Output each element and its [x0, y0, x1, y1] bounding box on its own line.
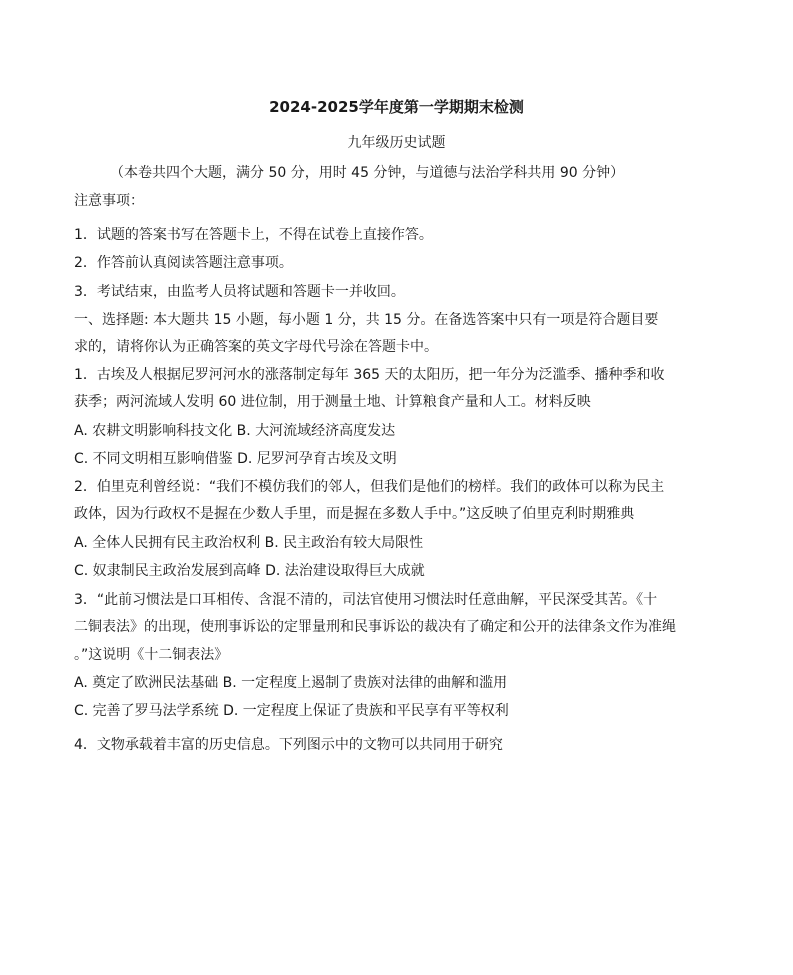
question-3-stem: 二铜表法》的出现，使刑事诉讼的定罪量刑和民事诉讼的裁决有了确定和公开的法律条文作为准绳	[74, 619, 676, 635]
section-heading-cont: 求的，请将你认为正确答案的英文字母代号涂在答题卡中。	[74, 339, 438, 355]
question-1-options: A. 农耕文明影响科技文化 B. 大河流域经济高度发达	[74, 423, 396, 439]
notice-item: 3．考试结束，由监考人员将试题和答题卡一并收回。	[74, 284, 405, 300]
question-2-stem: 政体，因为行政权不是握在少数人手里，而是握在多数人手中。”这反映了伯里克利时期雅典	[74, 506, 635, 522]
question-1-stem: 1．古埃及人根据尼罗河河水的涨落制定每年 365 天的太阳历，把一年分为泛滥季、播种季和收	[74, 367, 665, 383]
exam-note: （本卷共四个大题，满分 50 分，用时 45 分钟，与道德与法治学科共用 90 分钟）	[110, 165, 625, 181]
notice-item: 2．作答前认真阅读答题注意事项。	[74, 255, 293, 271]
question-3-stem: 。”这说明《十二铜表法》	[74, 647, 229, 663]
section-heading: 一、选择题: 本大题共 15 小题，每小题 1 分，共 15 分。在备选答案中只有一项是符合题目要	[74, 312, 659, 328]
notice-item: 1．试题的答案书写在答题卡上，不得在试卷上直接作答。	[74, 227, 433, 243]
question-3-options: A. 奠定了欧洲民法基础 B. 一定程度上遏制了贵族对法律的曲解和滥用	[74, 675, 508, 691]
question-2-stem: 2．伯里克利曾经说：“我们不模仿我们的邻人，但我们是他们的榜样。我们的政体可以称为民主	[74, 479, 665, 495]
question-1-options: C. 不同文明相互影响借鉴 D. 尼罗河孕育古埃及文明	[74, 451, 397, 467]
question-4-stem: 4．文物承载着丰富的历史信息。下列图示中的文物可以共同用于研究	[74, 737, 503, 753]
exam-subtitle: 九年级历史试题	[347, 135, 446, 151]
question-2-options: A. 全体人民拥有民主政治权利 B. 民主政治有较大局限性	[74, 535, 424, 551]
exam-title: 2024-2025学年度第一学期期末检测	[269, 98, 524, 116]
question-3-options: C. 完善了罗马法学系统 D. 一定程度上保证了贵族和平民享有平等权利	[74, 703, 509, 719]
question-3-stem: 3．“此前习惯法是口耳相传、含混不清的，司法官使用习惯法时任意曲解，平民深受其苦。《十	[74, 592, 658, 608]
notice-label: 注意事项：	[74, 193, 144, 209]
question-1-stem: 获季；两河流域人发明 60 进位制，用于测量土地、计算粮食产量和人工。材料反映	[74, 394, 591, 410]
question-2-options: C. 奴隶制民主政治发展到高峰 D. 法治建设取得巨大成就	[74, 563, 425, 579]
